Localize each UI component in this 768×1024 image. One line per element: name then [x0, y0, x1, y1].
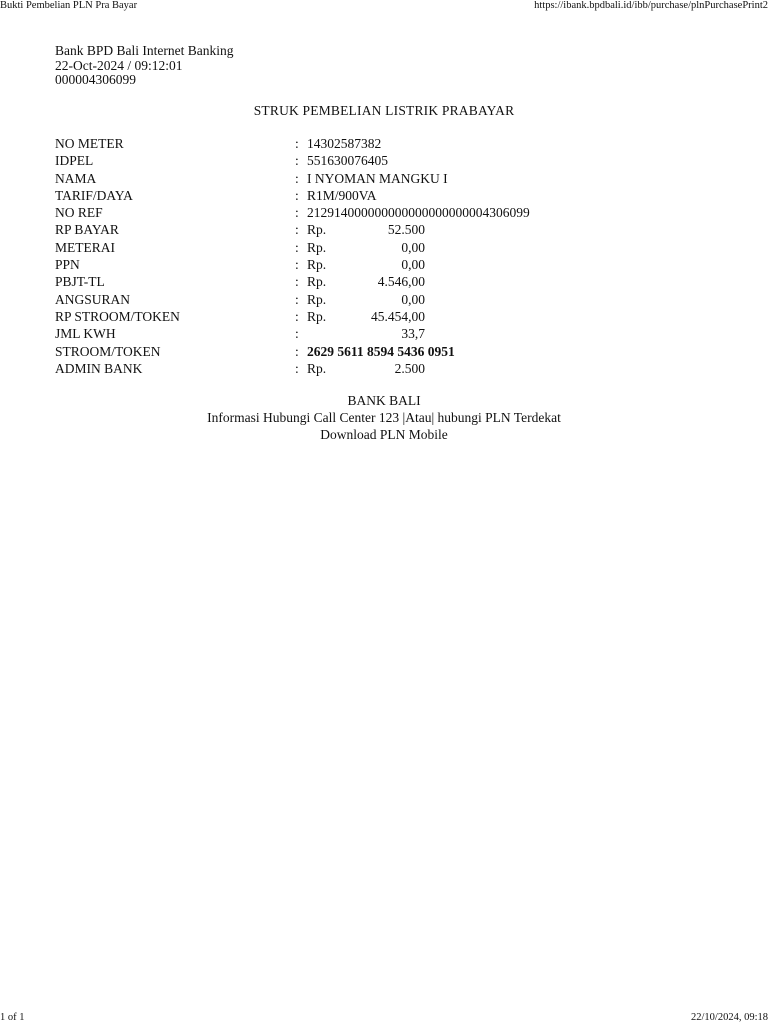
receipt-title: STRUK PEMBELIAN LISTRIK PRABAYAR — [253, 103, 515, 118]
separator: : — [295, 187, 299, 203]
currency-label: Rp. — [307, 308, 327, 324]
value-meterai: 0,00 — [401, 239, 425, 255]
row-ppn — [55, 256, 515, 273]
currency-label: Rp. — [307, 360, 327, 376]
value-stroom-token: 2629 5611 8594 5436 0951 — [307, 343, 455, 359]
currency-label: Rp. — [307, 239, 327, 255]
label-admin-bank: ADMIN BANK — [55, 360, 143, 376]
separator: : — [295, 257, 299, 273]
label-nama: NAMA — [55, 170, 97, 186]
label-stroom-token: STROOM/TOKEN — [55, 343, 161, 359]
label-idpel: IDPEL — [55, 153, 94, 169]
row-admin-bank — [55, 360, 515, 377]
separator: : — [295, 239, 299, 255]
transaction-reference: 000004306099 — [55, 72, 136, 87]
value-rp-stroom-token: 45.454,00 — [371, 308, 425, 324]
separator: : — [295, 308, 299, 324]
label-rp-bayar: RP BAYAR — [55, 222, 119, 238]
row-tarif-daya — [55, 187, 515, 204]
separator: : — [295, 136, 299, 151]
label-no-meter: NO METER — [55, 136, 124, 151]
row-meterai — [55, 239, 515, 256]
value-rp-bayar: 52.500 — [387, 222, 425, 238]
label-pbjt-tl: PBJT-TL — [55, 274, 105, 290]
receipt-details — [55, 135, 530, 377]
value-admin-bank: 2.500 — [394, 360, 425, 376]
value-ppn: 0,00 — [401, 257, 425, 273]
print-footer-page: 1 of 1 — [0, 1012, 25, 1023]
row-stroom-token — [55, 343, 515, 360]
row-pbjt-tl — [55, 273, 515, 290]
label-no-ref: NO REF — [55, 205, 103, 221]
transaction-datetime: 22-Oct-2024 / 09:12:01 — [55, 57, 183, 73]
value-angsuran: 0,00 — [401, 291, 425, 307]
footer-bank-name: BANK BALI — [347, 393, 421, 408]
footer-contact-info: Informasi Hubungi Call Center 123 |Atau| hubungi PLN Terdekat — [207, 410, 561, 425]
value-tarif-daya: R1M/900VA — [307, 187, 377, 203]
receipt-footer — [0, 392, 768, 443]
row-nama — [55, 170, 515, 187]
label-tarif-daya: TARIF/DAYA — [55, 187, 133, 203]
value-nama: I NYOMAN MANGKU I — [307, 170, 448, 186]
print-header-title: Bukti Pembelian PLN Pra Bayar — [0, 0, 138, 11]
row-no-ref — [55, 204, 530, 221]
row-no-meter — [55, 135, 515, 152]
print-footer-datetime: 22/10/2024, 09:18 — [690, 1012, 768, 1023]
footer-download-note: Download PLN Mobile — [320, 427, 448, 442]
currency-label: Rp. — [307, 291, 327, 307]
row-rp-stroom-token — [55, 308, 515, 325]
value-no-ref: 212914000000000000000000004306099 — [307, 205, 530, 221]
separator: : — [295, 326, 299, 342]
label-angsuran: ANGSURAN — [55, 291, 131, 307]
currency-label: Rp. — [307, 257, 327, 273]
row-rp-bayar — [55, 221, 515, 238]
separator: : — [295, 170, 299, 186]
separator: : — [295, 360, 299, 376]
print-header-url: https://ibank.bpdbali.id/ibb/purchase/plnPurchasePrint2 — [534, 0, 768, 11]
separator: : — [295, 205, 299, 221]
separator: : — [295, 274, 299, 290]
label-ppn: PPN — [55, 257, 80, 273]
value-no-meter: 14302587382 — [307, 136, 382, 151]
value-pbjt-tl: 4.546,00 — [377, 274, 425, 290]
label-meterai: METERAI — [55, 239, 115, 255]
label-rp-stroom-token: RP STROOM/TOKEN — [55, 308, 180, 324]
value-idpel: 551630076405 — [307, 153, 388, 169]
separator: : — [295, 343, 299, 359]
label-jml-kwh: JML KWH — [55, 326, 116, 342]
currency-label: Rp. — [307, 222, 327, 238]
row-jml-kwh — [55, 325, 515, 342]
value-jml-kwh: 33,7 — [401, 326, 425, 342]
currency-label: Rp. — [307, 274, 327, 290]
row-idpel — [55, 152, 515, 169]
row-angsuran — [55, 291, 515, 308]
separator: : — [295, 222, 299, 238]
separator: : — [295, 291, 299, 307]
bank-name: Bank BPD Bali Internet Banking — [55, 43, 234, 58]
separator: : — [295, 153, 299, 169]
bank-info — [55, 44, 233, 88]
